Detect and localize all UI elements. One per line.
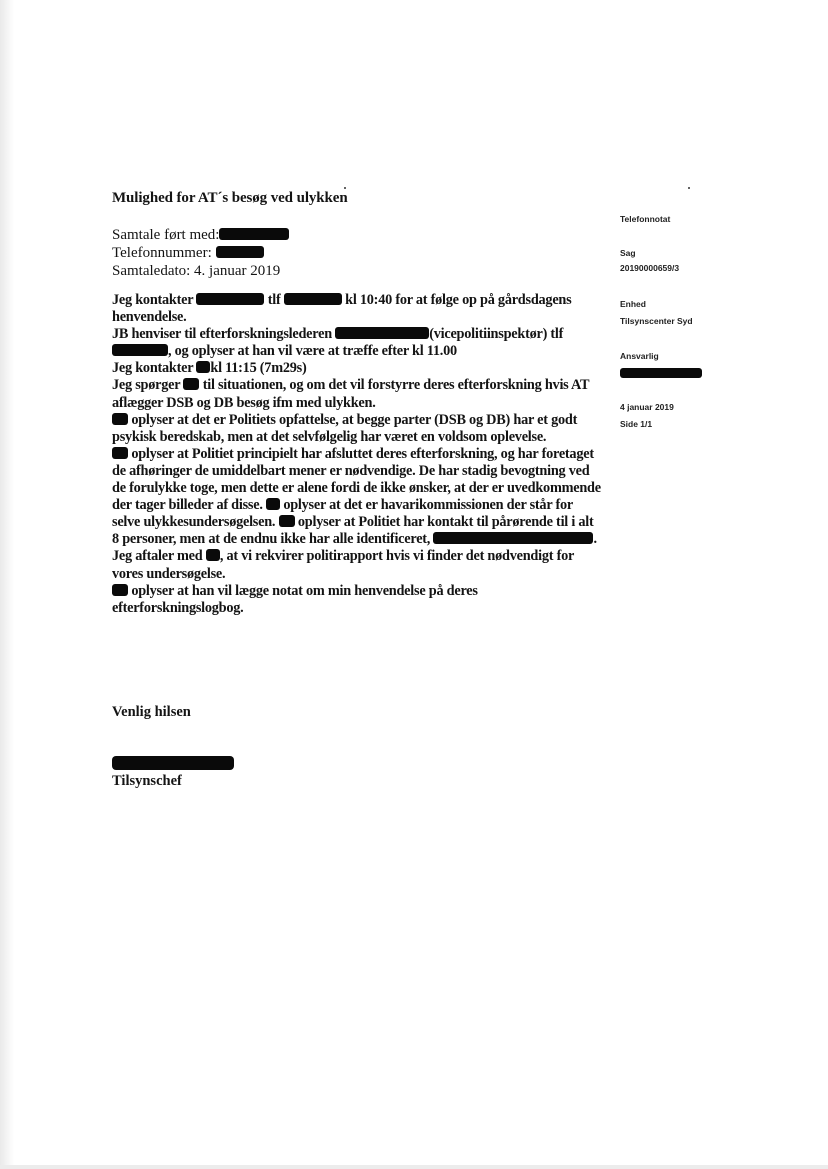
text-fragment: , og oplyser at han vil være at træffe efter kl 11.00 <box>168 343 457 360</box>
scan-bottom-edge <box>0 1165 828 1169</box>
unit-value: Tilsynscenter Syd <box>620 316 693 326</box>
redaction-bar <box>112 447 128 459</box>
redaction-bar <box>196 361 210 373</box>
signature-redaction <box>112 756 234 770</box>
redaction-bar <box>216 246 264 258</box>
page-indicator: Side 1/1 <box>620 419 653 429</box>
responsible-redaction <box>620 368 702 378</box>
paragraph-referral <box>112 326 602 360</box>
text-fragment: . Jeg aftaler med <box>112 531 597 565</box>
redaction-bar <box>112 413 128 425</box>
conversation-with-line <box>112 226 289 244</box>
paragraph-question <box>112 377 602 411</box>
text-fragment: oplyser at han vil lægge notat om min henvendelse på deres efterforskningslogbog. <box>112 582 478 616</box>
text-fragment: (vicepolitiinspektør) tlf <box>429 326 564 343</box>
redaction-bar <box>219 228 289 240</box>
document-title: Mulighed for AT´s besøg ved ulykken <box>112 190 348 206</box>
text-fragment: oplyser at det er Politiets opfattelse, at begge parter (DSB og DB) har et godt psykisk beredskab, men at det selvfølgelig har været en voldsom oplevelse. <box>112 411 578 445</box>
paragraph-investigation <box>112 446 602 583</box>
unit-label: Enhed <box>620 299 646 309</box>
text-fragment: oplyser at Politiet principielt har afsluttet deres efterforskning, og har foretaget de afhøringer de umiddelbart mener er nødvendige. De har stadig bevogtning ved de forulykke toge, men dette er alene fordi de ikke ønsker, at der er uvedkommende der tager billeder af disse. <box>112 445 601 514</box>
redaction-bar <box>284 293 342 305</box>
redaction-bar <box>196 293 264 305</box>
text-fragment: Jeg kontakter <box>112 360 194 377</box>
conversation-date: Samtaledato: 4. januar 2019 <box>112 263 281 279</box>
text-fragment: kl 11:15 (7m29s) <box>210 360 307 377</box>
text-fragment: oplyser at det er havarikommissionen der står for selve ulykkesundersøgelsen. <box>112 497 573 531</box>
text-fragment: oplyser at Politiet har kontakt til pårørende til i alt 8 personer, men at de endnu ikke har alle identificeret, <box>112 514 594 548</box>
text-fragment: Jeg kontakter <box>112 292 194 308</box>
redaction-bar <box>279 515 295 527</box>
case-label: Sag <box>620 248 636 258</box>
redaction-bar <box>183 378 199 390</box>
text-fragment: kl 10:40 for at følge op på gårdsdagens henvendelse. <box>112 292 572 326</box>
closing-greeting: Venlig hilsen <box>112 704 191 720</box>
case-number: 20190000659/3 <box>620 263 680 273</box>
scan-speck <box>688 187 690 189</box>
text-fragment: , at vi rekvirer politirapport hvis vi finder det nødvendigt for vores undersøgelse. <box>112 548 574 582</box>
redaction-bar <box>433 532 593 544</box>
responsible-label: Ansvarlig <box>620 351 659 361</box>
document-date: 4 januar 2019 <box>620 402 674 412</box>
redaction-bar <box>206 549 220 561</box>
redaction-bar <box>112 584 128 596</box>
text-fragment: tlf <box>267 292 281 308</box>
signature-title: Tilsynschef <box>112 773 182 789</box>
text-fragment: til situationen, og om det vil forstyrre deres efterforskning hvis AT aflægger DSB og DB besøg ifm med ulykken. <box>112 377 590 411</box>
redaction-bar <box>266 498 280 510</box>
call-metadata <box>112 226 289 280</box>
paragraph-second-contact <box>112 360 602 377</box>
phone-number-label: Telefonnummer: <box>112 245 212 261</box>
paragraph-logbook <box>112 583 602 617</box>
scan-edge-shadow <box>0 0 14 1169</box>
text-fragment: Jeg spørger <box>112 377 181 394</box>
scan-speck <box>344 187 346 189</box>
conversation-with-label: Samtale ført med: <box>112 227 220 243</box>
paragraph-preparedness <box>112 412 602 446</box>
document-type: Telefonnotat <box>620 214 671 224</box>
phone-number-line <box>112 244 289 262</box>
note-body <box>112 292 602 617</box>
redaction-bar <box>335 327 429 339</box>
paragraph-first-contact <box>112 292 602 326</box>
redaction-bar <box>112 344 168 356</box>
text-fragment: JB henviser til efterforskningslederen <box>112 326 332 343</box>
